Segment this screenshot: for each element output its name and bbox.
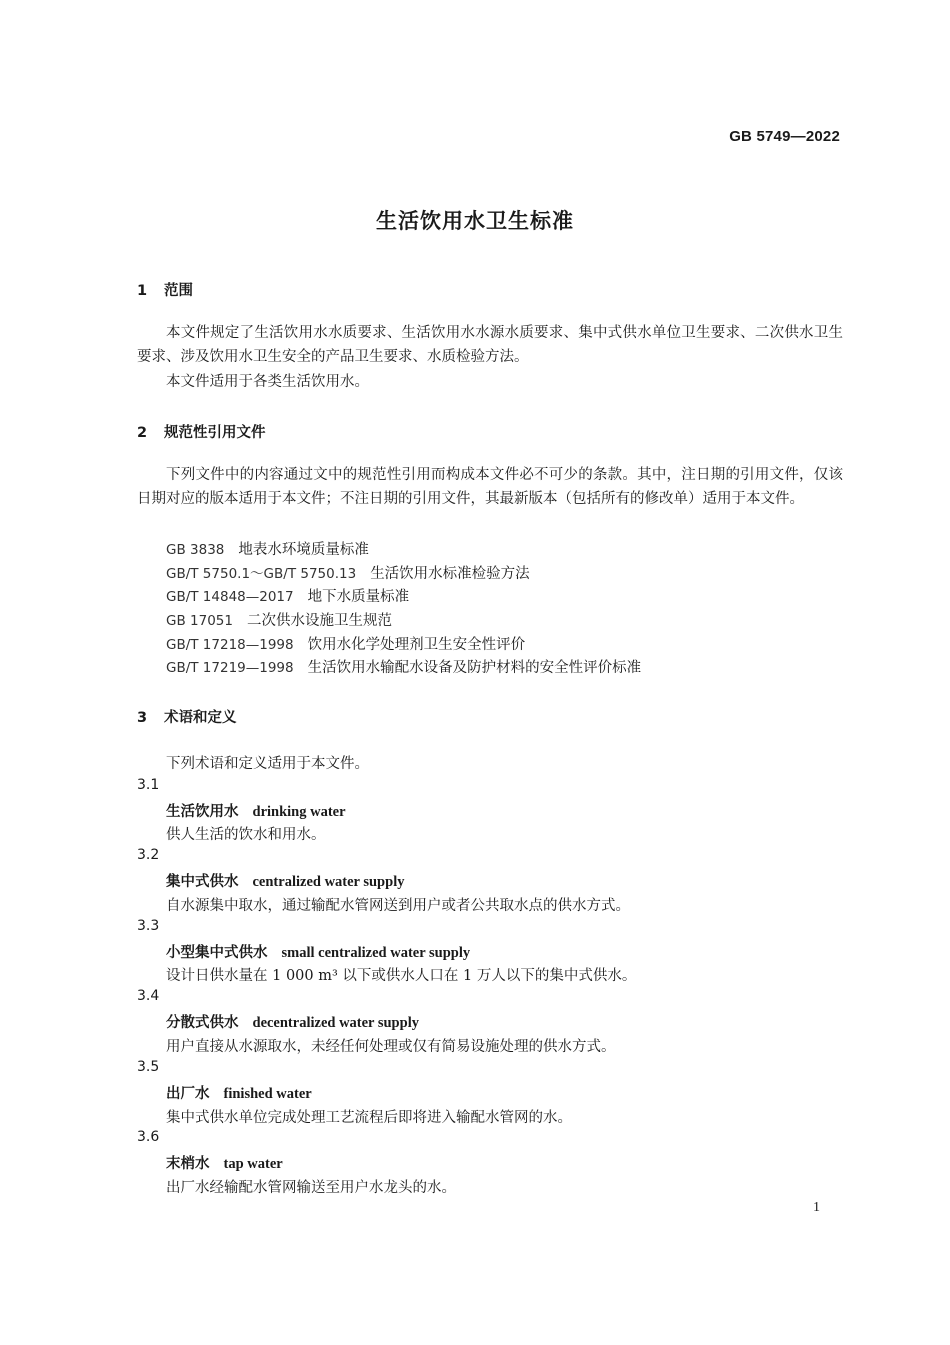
document-title: 生活饮用水卫生标准 bbox=[376, 209, 574, 233]
term-name-zh: 分散式供水 bbox=[166, 1014, 239, 1031]
reference-code: GB/T 5750.1～GB/T 5750.13 bbox=[166, 566, 357, 582]
term-name bbox=[166, 941, 470, 962]
section-number: 2 bbox=[137, 425, 148, 441]
section-1-heading bbox=[137, 279, 193, 300]
section-number: 3 bbox=[137, 710, 148, 726]
term-number: 3.1 bbox=[137, 777, 160, 793]
term-definition: 设计日供水量在 1 000 m³ 以下或供水人口在 1 万人以下的集中式供水。 bbox=[166, 968, 637, 984]
term-definition: 供人生活的饮水和用水。 bbox=[166, 827, 326, 843]
reference-name: 生活饮用水标准检验方法 bbox=[370, 566, 530, 582]
term-name-zh: 出厂水 bbox=[166, 1085, 210, 1102]
reference-name: 地表水环境质量标准 bbox=[238, 542, 369, 558]
reference-item bbox=[166, 562, 530, 583]
section-title: 规范性引用文件 bbox=[164, 425, 266, 441]
reference-code: GB 17051 bbox=[166, 613, 233, 629]
term-number: 3.5 bbox=[137, 1059, 160, 1075]
reference-item bbox=[166, 656, 641, 677]
reference-item bbox=[166, 538, 369, 559]
term-number: 3.3 bbox=[137, 918, 160, 934]
reference-code: GB 3838 bbox=[166, 542, 225, 558]
term-name bbox=[166, 1152, 283, 1173]
reference-item bbox=[166, 585, 409, 606]
reference-code: GB/T 17218—1998 bbox=[166, 637, 294, 653]
reference-name: 饮用水化学处理剂卫生安全性评价 bbox=[307, 637, 526, 653]
standard-number: GB 5749—2022 bbox=[729, 128, 840, 145]
reference-name: 地下水质量标准 bbox=[307, 589, 410, 605]
term-name bbox=[166, 800, 346, 821]
term-name-zh: 末梢水 bbox=[166, 1155, 210, 1172]
page-number: 1 bbox=[813, 1200, 820, 1215]
section-3-intro: 下列术语和定义适用于本文件。 bbox=[166, 756, 369, 772]
reference-item bbox=[166, 633, 525, 654]
section-3-heading bbox=[137, 706, 237, 727]
section-1-paragraph-2: 本文件适用于各类生活饮用水。 bbox=[166, 374, 369, 390]
term-name bbox=[166, 1011, 419, 1032]
reference-code: GB/T 14848—2017 bbox=[166, 589, 294, 605]
term-name bbox=[166, 1082, 312, 1103]
term-name-en: drinking water bbox=[252, 804, 346, 820]
section-title: 术语和定义 bbox=[164, 710, 237, 726]
term-name-en: small centralized water supply bbox=[281, 945, 471, 961]
reference-item bbox=[166, 609, 392, 630]
term-definition: 出厂水经输配水管网输送至用户水龙头的水。 bbox=[166, 1180, 456, 1196]
section-1-paragraph-1: 本文件规定了生活饮用水水质要求、生活饮用水水源水质要求、集中式供水单位卫生要求、二次供水卫生要求、涉及饮用水卫生安全的产品卫生要求、水质检验方法。 bbox=[137, 325, 843, 365]
term-name-zh: 小型集中式供水 bbox=[166, 944, 268, 961]
term-name-en: centralized water supply bbox=[252, 874, 405, 890]
term-definition: 用户直接从水源取水，未经任何处理或仅有简易设施处理的供水方式。 bbox=[166, 1039, 616, 1055]
section-2-intro: 下列文件中的内容通过文中的规范性引用而构成本文件必不可少的条款。其中，注日期的引用文件，仅该日期对应的版本适用于本文件；不注日期的引用文件，其最新版本（包括所有的修改单）适用于本文件。 bbox=[137, 467, 843, 507]
section-number: 1 bbox=[137, 283, 148, 299]
term-definition: 集中式供水单位完成处理工艺流程后即将进入输配水管网的水。 bbox=[166, 1110, 572, 1126]
term-name-zh: 生活饮用水 bbox=[166, 803, 239, 820]
reference-name: 二次供水设施卫生规范 bbox=[246, 613, 392, 629]
term-name-en: tap water bbox=[223, 1156, 283, 1172]
term-number: 3.6 bbox=[137, 1129, 160, 1145]
term-number: 3.2 bbox=[137, 847, 160, 863]
reference-name: 生活饮用水输配水设备及防护材料的安全性评价标准 bbox=[307, 660, 642, 676]
term-name-zh: 集中式供水 bbox=[166, 873, 239, 890]
term-number: 3.4 bbox=[137, 988, 160, 1004]
section-title: 范围 bbox=[164, 283, 193, 299]
section-2-heading bbox=[137, 421, 266, 442]
term-name-en: finished water bbox=[223, 1086, 312, 1102]
term-definition: 自水源集中取水，通过输配水管网送到用户或者公共取水点的供水方式。 bbox=[166, 898, 630, 914]
term-name bbox=[166, 870, 404, 891]
term-name-en: decentralized water supply bbox=[252, 1015, 419, 1031]
reference-code: GB/T 17219—1998 bbox=[166, 660, 294, 676]
